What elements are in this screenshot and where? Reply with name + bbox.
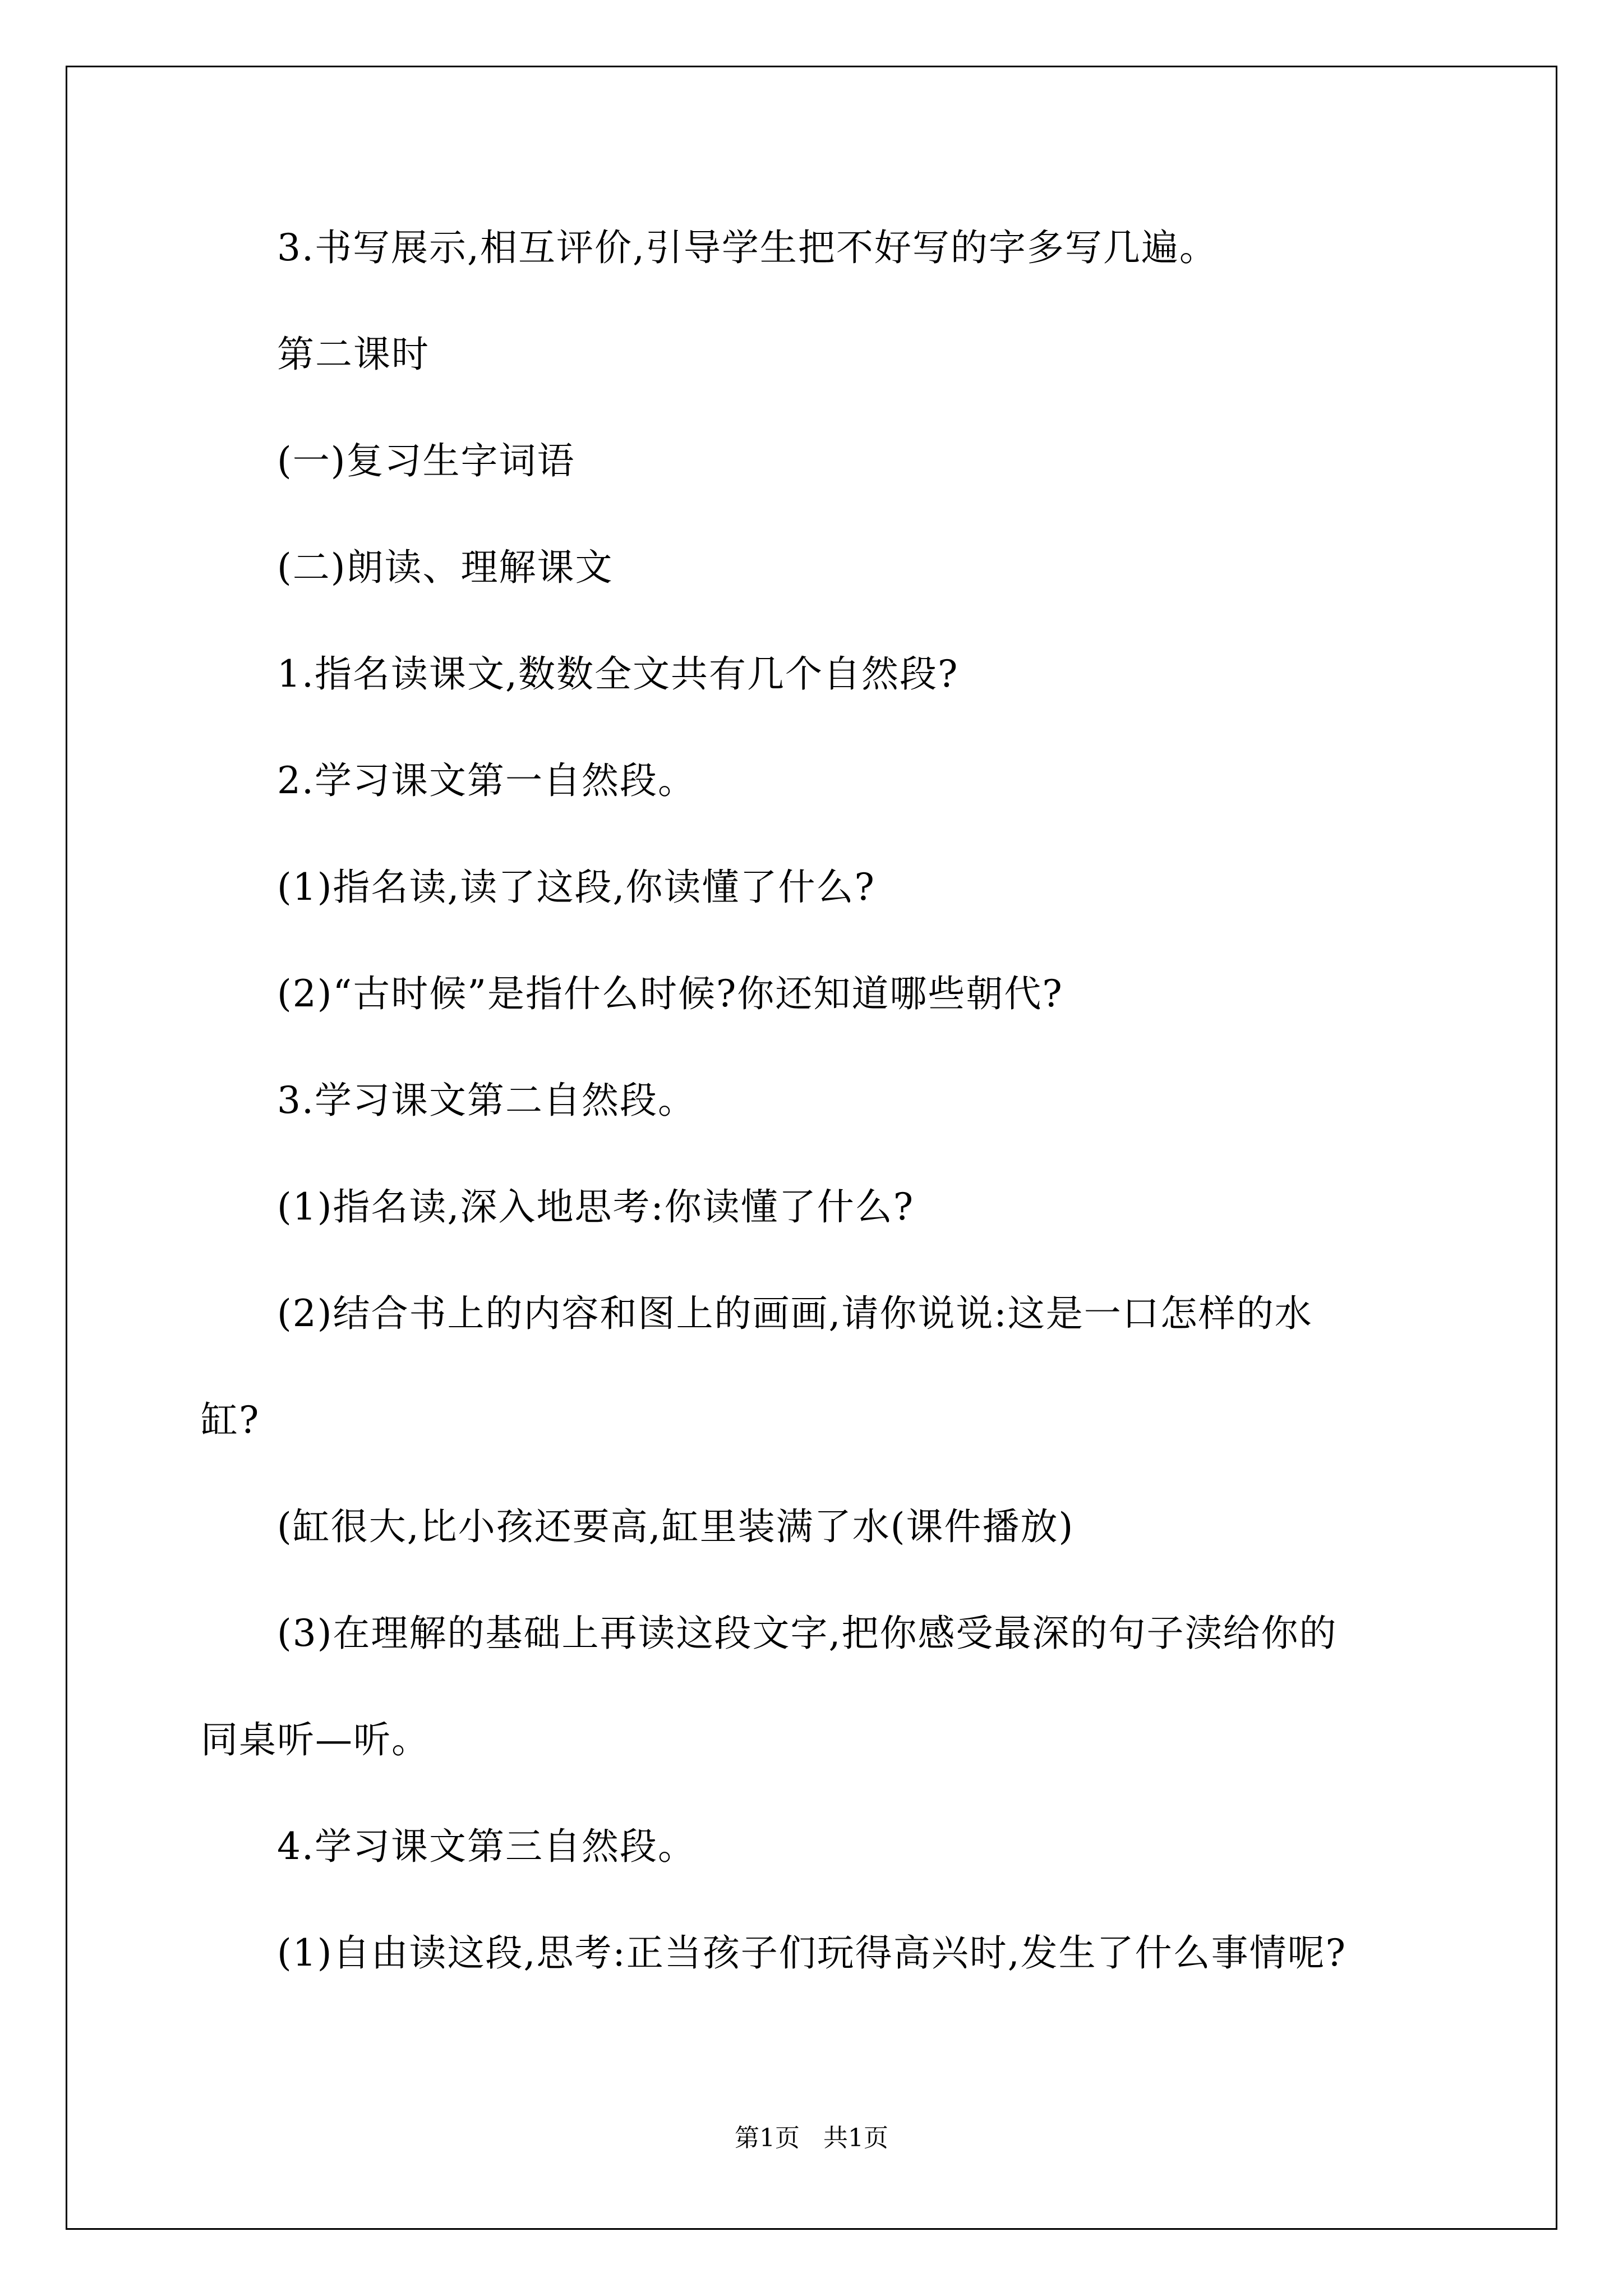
- paragraph-line: (3)在理解的基础上再读这段文字,把你感受最深的句子渎给你的: [277, 1612, 1338, 1655]
- paragraph-line: (2)“古时候”是指什么时候?你还知道哪些朝代?: [277, 972, 1063, 1015]
- paragraph-line: (1)自由读这段,思考:正当孩子们玩得高兴时,发生了什么事情呢?: [277, 1931, 1347, 1975]
- paragraph-line: 3.书写展示,相互评价,引导学生把不好写的字多写几遍。: [277, 226, 1218, 269]
- paragraph-line: (2)结合书上的内容和图上的画画,请你说说:这是一口怎样的水: [277, 1292, 1313, 1335]
- paragraph-line: (1)指名读,读了这段,你读懂了什么?: [277, 866, 875, 909]
- paragraph-line: 3.学习课文第二自然段。: [277, 1079, 696, 1122]
- subsection-heading: (二)朗读、理解课文: [277, 546, 614, 589]
- paragraph-line: 4.学习课文第三自然段。: [277, 1825, 696, 1868]
- subsection-heading: (一)复习生字词语: [277, 439, 575, 482]
- paragraph-line: 2.学习课文第一自然段。: [277, 759, 696, 802]
- paragraph-line: (1)指名读,深入地思考:你读懂了什么?: [277, 1185, 915, 1228]
- paragraph-line: 同桌听—听。: [201, 1718, 430, 1761]
- section-heading: 第二课时: [277, 333, 430, 376]
- paragraph-line: 缸?: [201, 1398, 260, 1442]
- paragraph-line: 1.指名读课文,数数全文共有几个自然段?: [277, 652, 959, 696]
- page-footer: 第1页 共1页: [735, 2124, 888, 2152]
- paragraph-line: (缸很大,比小孩还要高,缸里装满了水(课件播放): [277, 1505, 1075, 1548]
